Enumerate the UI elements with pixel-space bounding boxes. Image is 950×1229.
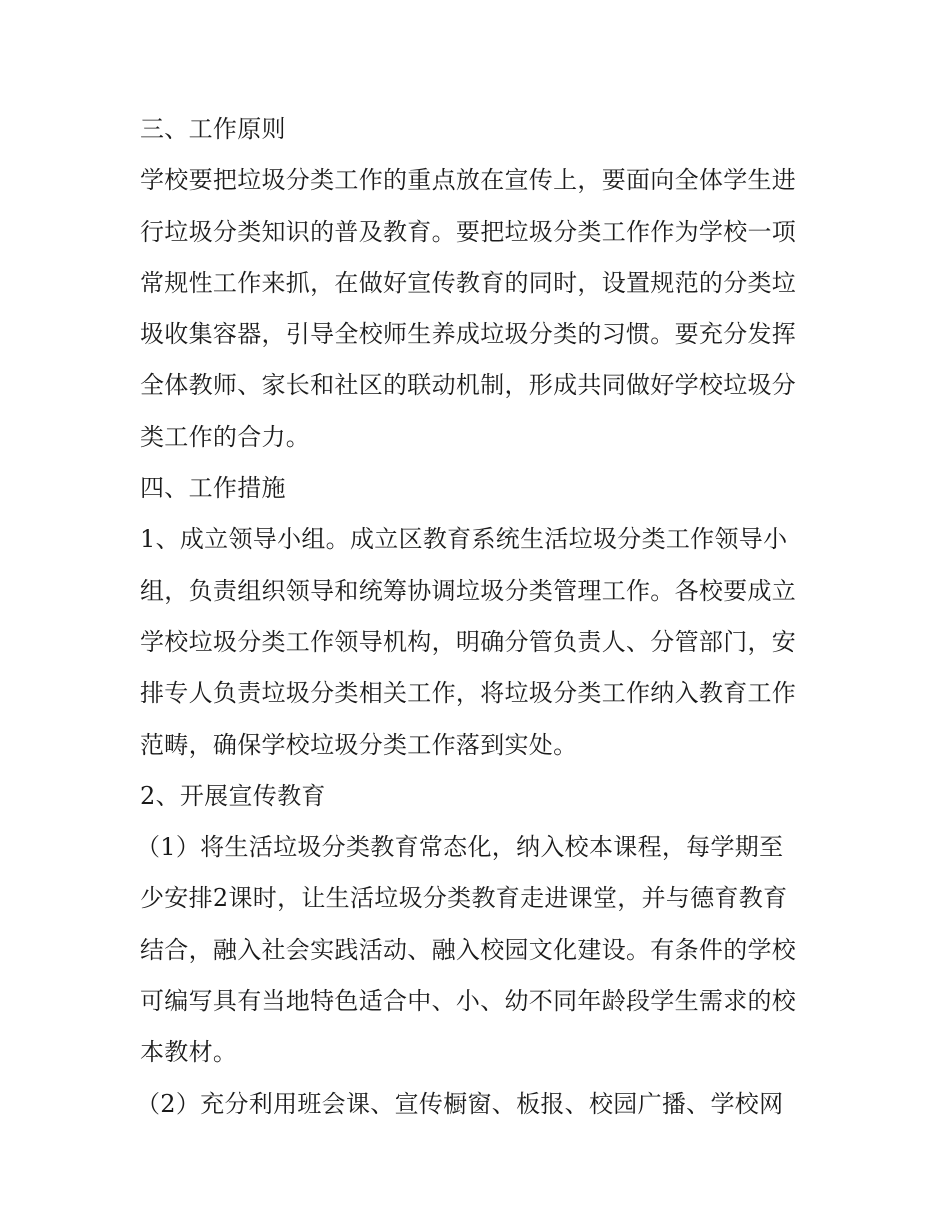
paragraph-line: 范畴，确保学校垃圾分类工作落到实处。 <box>140 730 578 759</box>
paragraph-line: 学校垃圾分类工作领导机构，明确分管负责人、分管部门，安 <box>140 627 797 656</box>
paragraph-line: 全体教师、家长和社区的联动机制，形成共同做好学校垃圾分 <box>140 371 797 400</box>
paragraph-line: 类工作的合力。 <box>140 422 311 451</box>
paragraph-line: 排专人负责垃圾分类相关工作，将垃圾分类工作纳入教育工作 <box>140 679 797 708</box>
paragraph-line: 少安排2课时，让生活垃圾分类教育走进课堂，并与德育教育 <box>140 884 788 913</box>
paragraph-line: 圾收集容器，引导全校师生养成垃圾分类的习惯。要充分发挥 <box>140 320 797 349</box>
paragraph-line: 本教材。 <box>140 1038 238 1067</box>
paragraph-line: 行垃圾分类知识的普及教育。要把垃圾分类工作作为学校一项 <box>140 217 797 246</box>
paragraph-line: （2）充分利用班会课、宣传橱窗、板报、校园广播、学校网 <box>136 1089 784 1118</box>
section-heading-measures: 四、工作措施 <box>140 474 286 503</box>
paragraph-line: 可编写具有当地特色适合中、小、幼不同年龄段学生需求的校 <box>140 987 797 1016</box>
section-heading-principles: 三、工作原则 <box>140 115 286 143</box>
paragraph-line: 常规性工作来抓，在做好宣传教育的同时，设置规范的分类垃 <box>140 268 797 297</box>
document-body <box>136 104 820 1130</box>
paragraph-line: （1）将生活垃圾分类教育常态化，纳入校本课程，每学期至 <box>136 833 784 862</box>
paragraph-line: 结合，融入社会实践活动、融入校园文化建设。有条件的学校 <box>140 935 797 964</box>
paragraph-line: 学校要把垃圾分类工作的重点放在宣传上，要面向全体学生进 <box>140 166 797 195</box>
paragraph-line: 1、成立领导小组。成立区教育系统生活垃圾分类工作领导小 <box>140 525 788 554</box>
paragraph-line: 组，负责组织领导和统筹协调垃圾分类管理工作。各校要成立 <box>140 576 797 605</box>
subsection-heading: 2、开展宣传教育 <box>140 781 326 810</box>
